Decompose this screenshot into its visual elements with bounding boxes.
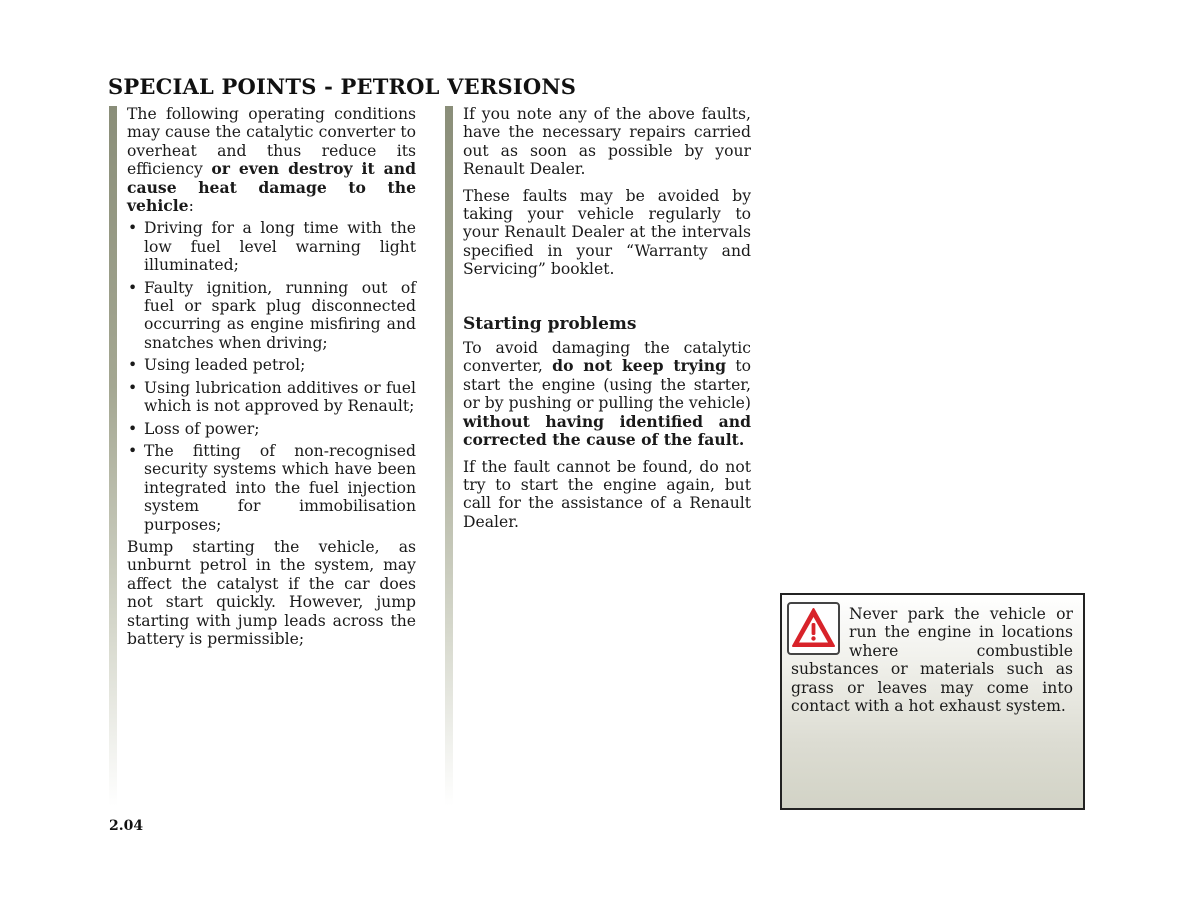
list-item bbox=[127, 356, 416, 374]
list-item-text: Using lubrication additives or fuel which is not approved by Renault; bbox=[144, 378, 416, 416]
starting-text-1: To avoid damaging the catalytic converter, bbox=[463, 339, 751, 376]
closing-paragraph: Bump starting the vehicle, as unburnt petrol in the system, may affect the catalyst if the car does not start quickly. However, jump starting with jump leads across the battery is permissible; bbox=[127, 537, 416, 648]
warning-box bbox=[780, 593, 1085, 810]
intro-bold-text: or even destroy it and cause heat damage to the vehicle bbox=[127, 159, 416, 216]
assistance-paragraph: If the fault cannot be found, do not try to start the engine again, but call for the assistance of a Renault Dealer. bbox=[463, 457, 751, 531]
list-item-text: Driving for a long time with the low fuel level warning light illuminated; bbox=[144, 219, 416, 275]
list-item bbox=[127, 442, 416, 534]
page-title: SPECIAL POINTS - PETROL VERSIONS bbox=[108, 74, 577, 99]
list-item-text: Faulty ignition, running out of fuel or spark plug disconnected occurring as engine misfiring and snatches when driving; bbox=[144, 278, 416, 352]
warning-triangle-icon bbox=[787, 602, 840, 655]
list-item bbox=[127, 219, 416, 274]
bullet-icon: • bbox=[128, 419, 138, 438]
starting-text-2: to start the engine (using the starter, or by pushing or pulling the vehicle) bbox=[463, 357, 751, 413]
middle-margin-bar bbox=[445, 106, 453, 806]
left-margin-bar bbox=[109, 106, 117, 806]
bullet-icon: • bbox=[128, 219, 138, 238]
list-item-text: Loss of power; bbox=[144, 419, 260, 438]
starting-bold-1: do not keep trying bbox=[552, 356, 726, 376]
list-item-text: Using leaded petrol; bbox=[144, 356, 306, 375]
starting-bold-2: without having identified and corrected the cause of the fault. bbox=[463, 411, 751, 450]
warning-text: Never park the vehicle or run the engine in locations where combustible substances or materials such as grass or leaves may come into contact with a hot exhaust system. bbox=[791, 605, 1073, 716]
bullet-icon: • bbox=[128, 278, 138, 297]
right-column bbox=[463, 105, 751, 531]
conditions-list bbox=[127, 219, 416, 534]
faults-paragraph: If you note any of the above faults, have the necessary repairs carried out as soon as possible by your Renault Dealer. bbox=[463, 105, 751, 179]
bullet-icon: • bbox=[128, 378, 138, 397]
intro-paragraph bbox=[127, 105, 416, 215]
intro-text: The following operating conditions may cause the catalytic converter to overheat and thus reduce its efficiency bbox=[127, 105, 416, 179]
bullet-icon: • bbox=[128, 441, 138, 460]
list-item bbox=[127, 420, 416, 438]
list-item bbox=[127, 279, 416, 353]
starting-paragraph bbox=[463, 339, 751, 449]
section-heading: Starting problems bbox=[463, 313, 637, 334]
list-item-text: The fitting of non-recognised security systems which have been integrated into the fuel injection system for immobilisation purposes; bbox=[144, 441, 416, 534]
bullet-icon: • bbox=[128, 356, 138, 375]
list-item bbox=[127, 379, 416, 416]
intro-end: : bbox=[188, 197, 194, 216]
left-column bbox=[127, 105, 416, 648]
maintenance-paragraph: These faults may be avoided by taking your vehicle regularly to your Renault Dealer at the intervals specified in your “Warranty and Servicing” booklet. bbox=[463, 186, 751, 279]
page-number: 2.04 bbox=[109, 818, 144, 834]
